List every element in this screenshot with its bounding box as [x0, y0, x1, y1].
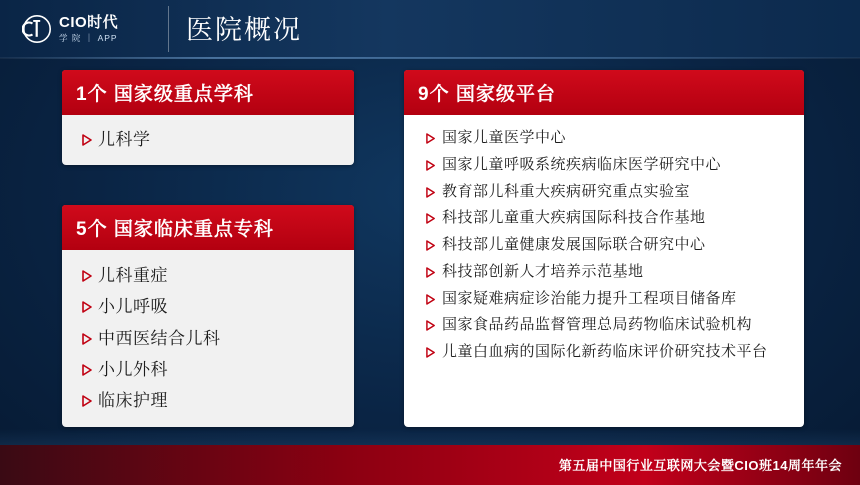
panel-national-platform — [404, 70, 804, 427]
list-item — [62, 124, 354, 155]
panel-key-specialty-title: 国家临床重点专科 — [113, 219, 274, 240]
list-item — [62, 323, 354, 354]
list-item-label: 小儿呼吸 — [98, 297, 168, 317]
list-item — [62, 385, 354, 416]
panel-key-discipline-header — [62, 70, 354, 115]
list-item — [404, 152, 804, 179]
footer-glow — [0, 429, 860, 445]
arrow-bullet-icon — [426, 213, 442, 224]
list-item — [404, 312, 804, 339]
panel-national-platform-header — [404, 70, 804, 115]
list-item-label: 小儿外科 — [98, 359, 168, 379]
panel-key-specialty-header — [62, 205, 354, 250]
footer-text: 第五届中国行业互联网大会暨CIO班14周年年会 — [558, 458, 842, 473]
arrow-bullet-icon — [426, 347, 442, 358]
panel-national-platform-count: 9个 — [418, 84, 450, 105]
list-item-label: 中西医结合儿科 — [98, 328, 221, 348]
arrow-bullet-icon — [82, 301, 98, 313]
header-divider — [168, 6, 169, 52]
list-item-label: 儿科重症 — [98, 266, 168, 285]
list-item — [404, 286, 804, 313]
list-item-label: 儿科学 — [98, 130, 151, 149]
list-item-label: 科技部儿童重大疾病国际科技合作基地 — [442, 209, 706, 227]
list-item-label: 临床护理 — [98, 391, 168, 410]
cio-logo-icon — [22, 14, 52, 44]
list-item — [404, 179, 804, 206]
arrow-bullet-icon — [426, 267, 442, 278]
list-item — [62, 260, 354, 291]
list-item — [62, 354, 354, 385]
panel-key-specialty-body — [62, 250, 354, 426]
arrow-bullet-icon — [426, 133, 442, 144]
panel-key-discipline-title: 国家级重点学科 — [113, 84, 254, 105]
list-item-label: 国家儿童呼吸系统疾病临床医学研究中心 — [442, 155, 722, 173]
list-item — [404, 259, 804, 286]
list-item-label: 国家儿童医学中心 — [442, 129, 567, 146]
panel-national-platform-title: 国家级平台 — [455, 84, 556, 105]
arrow-bullet-icon — [426, 320, 442, 331]
list-item-label: 国家疑难病症诊治能力提升工程项目储备库 — [442, 289, 737, 307]
arrow-bullet-icon — [82, 134, 98, 146]
logo-primary-text: CIO时代 — [59, 14, 119, 32]
logo-text — [59, 15, 118, 43]
list-item — [404, 125, 804, 152]
list-item — [62, 291, 354, 322]
panel-key-discipline — [62, 70, 354, 165]
list-item-label: 科技部创新人才培养示范基地 — [442, 262, 644, 280]
title-underline — [0, 57, 860, 59]
list-item — [404, 232, 804, 259]
list-item-label: 教育部儿科重大疾病研究重点实验室 — [442, 182, 691, 200]
arrow-bullet-icon — [426, 294, 442, 305]
arrow-bullet-icon — [82, 395, 98, 407]
list-item — [404, 339, 804, 366]
list-item-label: 儿童白血病的国际化新药临床评价研究技术平台 — [442, 343, 768, 360]
arrow-bullet-icon — [82, 333, 98, 345]
list-item — [404, 205, 804, 232]
logo-secondary-text: 学 院 ｜ APP — [59, 33, 118, 44]
page-title: 医院概况 — [186, 15, 302, 45]
list-item-label: 科技部儿童健康发展国际联合研究中心 — [442, 236, 706, 253]
arrow-bullet-icon — [426, 240, 442, 251]
list-item-label: 国家食品药品监督管理总局药物临床试验机构 — [442, 316, 753, 334]
panel-key-discipline-body — [62, 115, 354, 165]
panel-key-discipline-count: 1个 — [76, 84, 108, 105]
panel-national-platform-body — [404, 115, 804, 376]
panel-key-specialty-count: 5个 — [76, 219, 108, 240]
arrow-bullet-icon — [82, 364, 98, 376]
arrow-bullet-icon — [82, 270, 98, 282]
arrow-bullet-icon — [426, 187, 442, 198]
brand-logo — [22, 8, 157, 50]
panel-key-specialty — [62, 205, 354, 427]
arrow-bullet-icon — [426, 160, 442, 171]
